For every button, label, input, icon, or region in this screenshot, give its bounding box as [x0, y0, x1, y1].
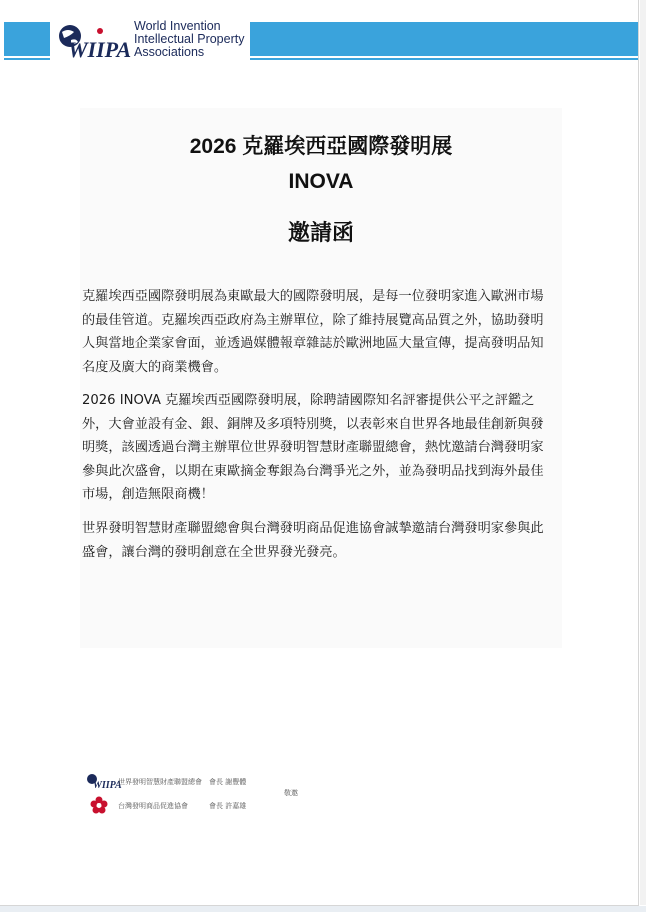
signatory-2: [84, 796, 344, 816]
paragraph-closing: 世界發明智慧財產聯盟總會與台灣發明商品促進協會誠摯邀請台灣發明家參與此盛會，讓台灣的發明創意在全世界發光發亮。: [82, 521, 544, 560]
closing-salutation: 敬邀: [284, 789, 298, 797]
organization-name: [134, 20, 244, 59]
org-name-line-3: Associations: [134, 45, 205, 59]
event-name: INOVA: [288, 170, 354, 193]
paragraph-details: 2026 INOVA 克羅埃西亞國際發明展，除聘請國際知名評審提供公平之評鑑之外，大會並設有金、銀、銅牌及多項特別獎，以表彰來自世界各地最佳創新與發明獎，該國透過台灣主辦單位世界發明智慧財產聯盟總會，熱忱邀請台灣發明家參與此次盛會，以期在東歐摘金奪銀為台灣爭光之外，並為發明品找到海外最佳市場，創造無限商機！: [82, 393, 544, 502]
org-name-line-2: Intellectual Property: [134, 32, 245, 46]
signatory-2-president: 會長 許嘉雄: [209, 802, 247, 810]
paragraph-intro: 克羅埃西亞國際發明展為東歐最大的國際發明展，是每一位發明家進入歐洲市場的最佳管道。克羅埃西亞政府為主辦單位，除了維持展覽高品質之外，協助發明人與當地企業家會面，並透過媒體報章雜誌於歐洲地區大量宣傳，提高發明品知名度及廣大的商業機會。: [82, 289, 544, 375]
signatory-1: [84, 772, 344, 792]
signatory-1-president: 會長 謝豐體: [209, 778, 247, 786]
wiipa-logo: [50, 14, 250, 62]
wiipa-globe-logo-icon: [56, 20, 132, 62]
svg-text:WIIPA: WIIPA: [68, 37, 132, 62]
signatory-1-org: 世界發明智慧財產聯盟總會: [118, 778, 202, 786]
svg-text:WIIPA: WIIPA: [93, 780, 122, 791]
viewer-bottom-edge: [0, 906, 646, 912]
org-name-line-1: World Invention: [134, 19, 221, 33]
invitation-heading: 邀請函: [287, 220, 354, 245]
flower-emblem-icon: [90, 796, 108, 814]
wiipa-small-logo-icon: [86, 772, 122, 791]
signature-block: [84, 772, 344, 820]
viewer-scroll-gutter: [640, 0, 646, 905]
signatory-2-org: 台灣發明商品促進協會: [118, 802, 188, 810]
event-title: 2026 克羅埃西亞國際發明展: [189, 135, 453, 158]
